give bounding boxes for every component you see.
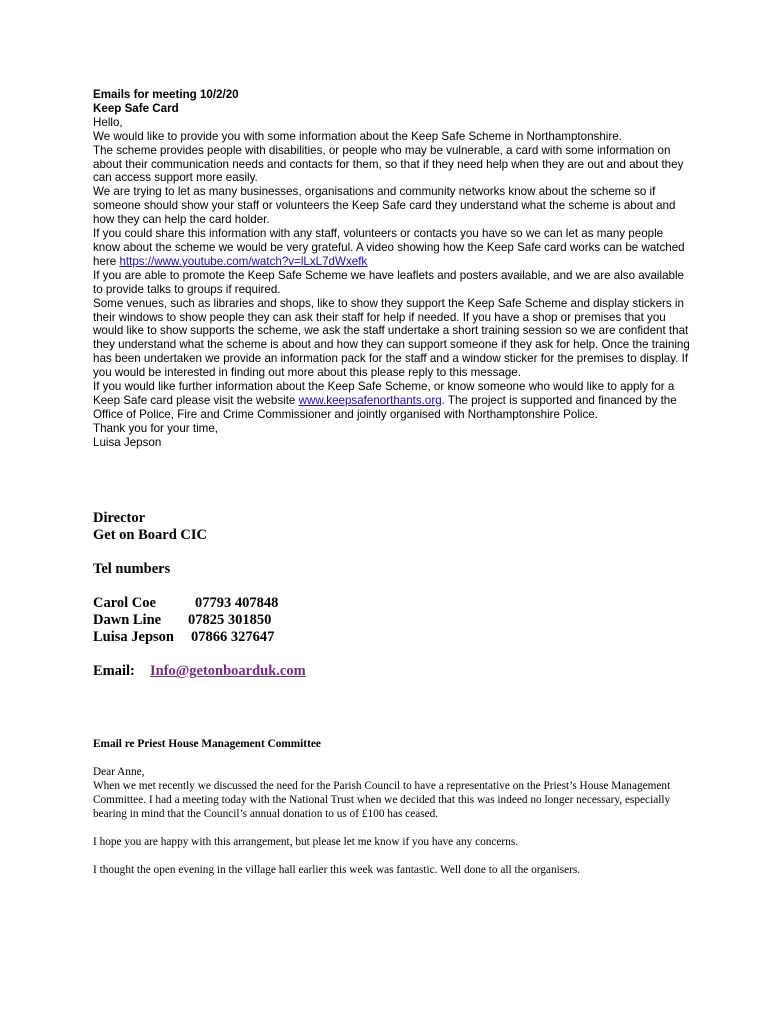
email-keep-safe-card <box>93 88 693 450</box>
paragraph-scheme: The scheme provides people with disabilities, or people who may be vulnerable, a card with some information on about their communication needs and contacts for them, so that if they need help when they are out and about they can access support more easily. <box>93 143 684 185</box>
signature-title: Director <box>93 510 146 526</box>
contact-name: Luisa Jepson <box>93 629 174 645</box>
paragraph-networks: We are trying to let as many businesses, organisations and community networks know about the scheme so if someone should show your staff or volunteers the Keep Safe card they understand what the scheme is about and how they can help the card holder. <box>93 185 676 227</box>
paragraph-intro: We would like to provide you with some information about the Keep Safe Scheme in Northamptonshire. <box>93 129 622 143</box>
paragraph-share <box>93 227 693 269</box>
email2-greeting: Dear Anne, <box>93 766 145 778</box>
paragraph-venues: Some venues, such as libraries and shops, like to show they support the Keep Safe Scheme and display stickers in their windows to show people they can ask their staff for help if needed. If you have a shop or premises that you would like to show supports the scheme, we ask the staff undertake a short training session so we are confident that they understand what the scheme is about and how they can support someone if they ask for help. Once the training has been undertaken we provide an information pack for the staff and a window sticker for the premises to display. If you would be interested in finding out more about this please reply to this message. <box>93 296 690 380</box>
contact-phone: 07825 301850 <box>188 612 272 628</box>
signature-org: Get on Board CIC <box>93 527 207 543</box>
paragraph-further-text-b: . The project is supported and financed by the Office of Police, Fire and Crime Commissioner and jointly organised with Northamptonshire Police. <box>93 393 677 421</box>
email-greeting: Hello, <box>93 115 123 129</box>
email-sender: Luisa Jepson <box>93 435 162 449</box>
youtube-link[interactable]: https://www.youtube.com/watch?v=lLxL7dWxefk <box>119 254 368 268</box>
contact-phone: 07866 327647 <box>191 629 275 645</box>
email-row <box>93 663 306 680</box>
paragraph-share-text: If you could share this information with any staff, volunteers or contacts you have so we can let as many people know about the scheme we would be very grateful. A video showing how the Keep Safe card works can be watched here <box>93 227 685 268</box>
email-heading-meeting: Emails for meeting 10/2/20 <box>93 88 239 101</box>
signature-block <box>93 510 306 680</box>
email-closing: Thank you for your time, <box>93 421 219 435</box>
email-link[interactable]: Info@getonboarduk.com <box>150 663 306 679</box>
email-priest-house <box>93 737 683 877</box>
website-link[interactable]: www.keepsafenorthants.org <box>298 393 442 407</box>
paragraph-promote: If you are able to promote the Keep Safe Scheme we have leaflets and posters available, and we are also available to provide talks to groups if required. <box>93 268 685 296</box>
tel-heading: Tel numbers <box>93 561 171 577</box>
email2-paragraph-1: When we met recently we discussed the need for the Parish Council to have a representative on the Priest’s House Management Committee. I had a meeting today with the National Trust when we decided that this was indeed no longer necessary, especially bearing in mind that the Council’s annual donation to us of £100 has ceased. <box>93 780 671 820</box>
contact-row <box>93 612 306 629</box>
email2-paragraph-2: I hope you are happy with this arrangement, but please let me know if you have any concerns. <box>93 836 519 848</box>
contact-row <box>93 595 306 612</box>
paragraph-further-text-a: If you would like further information about the Keep Safe Scheme, or know someone who would like to apply for a Keep Safe card please visit the website <box>93 380 675 407</box>
contact-name: Dawn Line <box>93 612 162 628</box>
contact-phone: 07793 407848 <box>195 595 279 611</box>
contact-name: Carol Coe <box>93 595 156 611</box>
paragraph-further-info <box>93 380 693 422</box>
email2-heading: Email re Priest House Management Committee <box>93 738 321 750</box>
contact-row <box>93 629 306 646</box>
email2-paragraph-3: I thought the open evening in the village hall earlier this week was fantastic. Well done to all the organisers. <box>93 864 581 876</box>
email-label: Email: <box>93 663 135 679</box>
email-subject: Keep Safe Card <box>93 101 179 115</box>
